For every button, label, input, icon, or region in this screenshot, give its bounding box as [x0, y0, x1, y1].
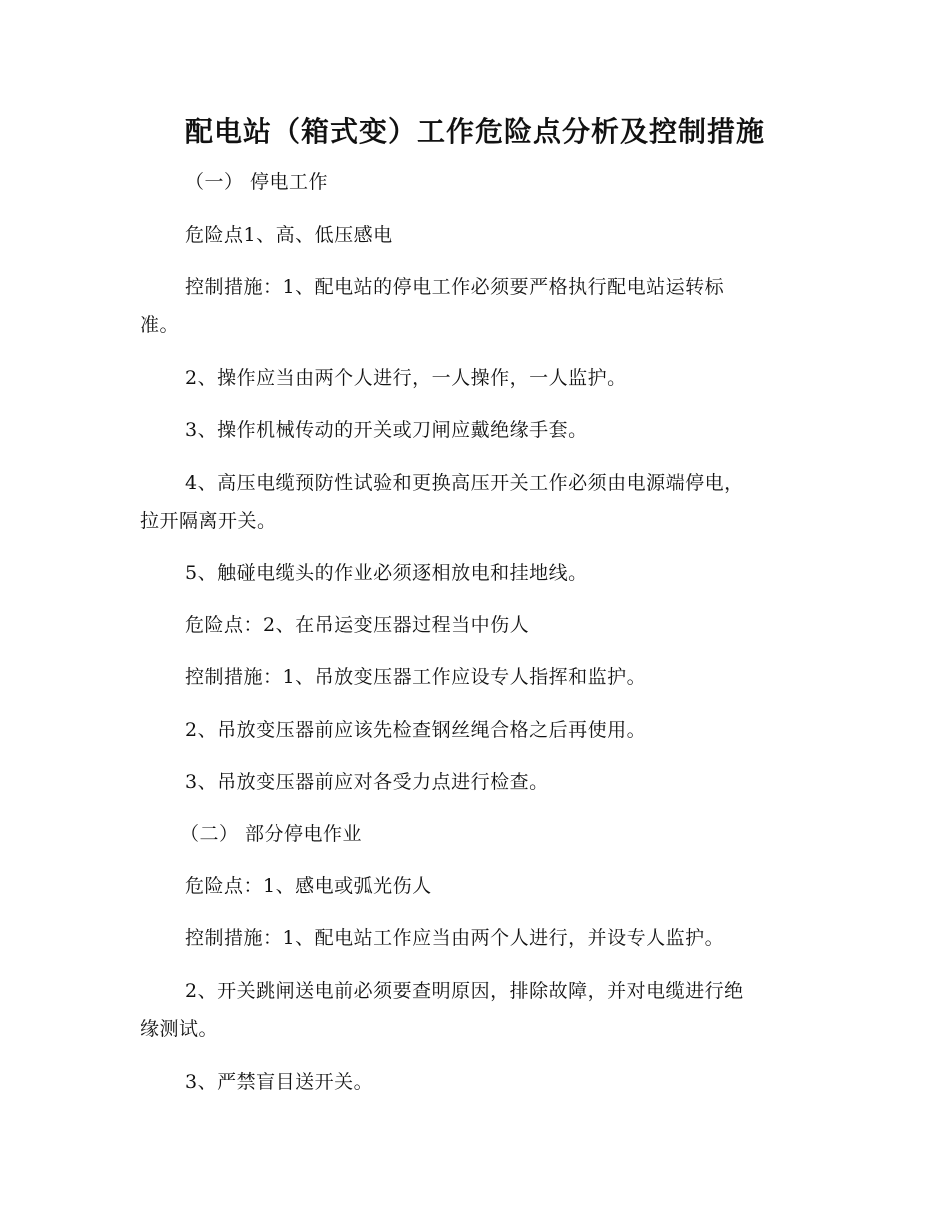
control-measure-line: 5、触碰电缆头的作业必须逐相放电和挂地线。: [185, 562, 588, 584]
control-measure-continuation: 拉开隔离开关。: [140, 510, 277, 532]
control-measure-line: 控制措施：1、配电站的停电工作必须要严格执行配电站运转标: [185, 276, 725, 298]
control-measure-line: 2、吊放变压器前应该先检查钢丝绳合格之后再使用。: [185, 719, 647, 741]
control-measure-continuation: 准。: [140, 314, 180, 336]
control-measure-line: 控制措施：1、配电站工作应当由两个人进行，并设专人监护。: [185, 927, 725, 949]
control-measure-line: 2、开关跳闸送电前必须要查明原因，排除故障，并对电缆进行绝: [185, 980, 744, 1002]
hazard-point-2: 危险点：2、在吊运变压器过程当中伤人: [185, 614, 530, 636]
hazard-point-3: 危险点：1、感电或弧光伤人: [185, 875, 432, 897]
control-measure-line: 3、吊放变压器前应对各受力点进行检查。: [185, 771, 549, 793]
hazard-point-1: 危险点1、高、低压感电: [185, 224, 393, 246]
control-measure-line: 控制措施：1、吊放变压器工作应设专人指挥和监护。: [185, 666, 647, 688]
section-heading-2: （二） 部分停电作业: [180, 823, 363, 845]
control-measure-line: 3、操作机械传动的开关或刀闸应戴绝缘手套。: [185, 419, 588, 441]
control-measure-line: 3、严禁盲目送开关。: [185, 1071, 374, 1093]
section-heading-1: （一） 停电工作: [185, 171, 329, 193]
control-measure-line: 4、高压电缆预防性试验和更换高压开关工作必须由电源端停电，: [185, 472, 744, 494]
control-measure-continuation: 缘测试。: [140, 1018, 219, 1040]
control-measure-line: 2、操作应当由两个人进行，一人操作，一人监护。: [185, 367, 627, 389]
document-title: 配电站（箱式变）工作危险点分析及控制措施: [184, 115, 765, 148]
